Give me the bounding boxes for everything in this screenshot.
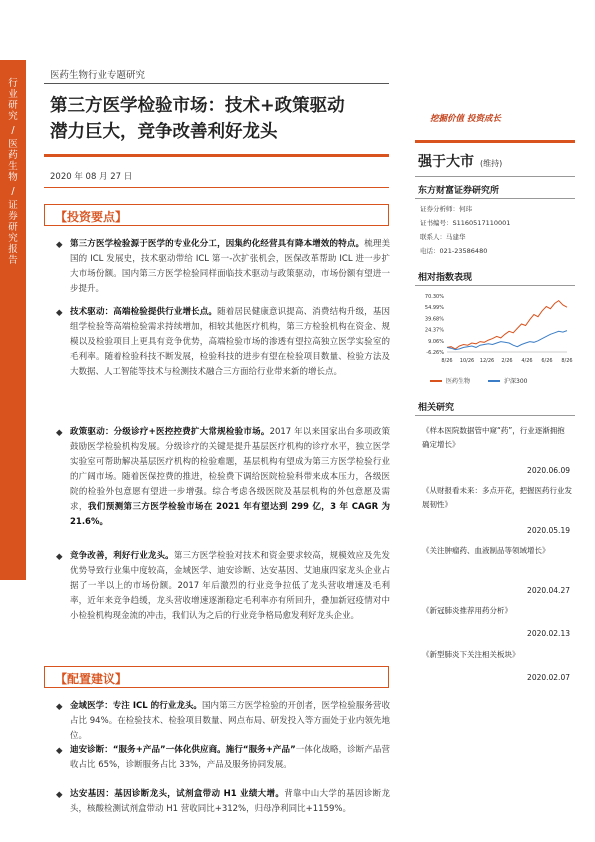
date-divider — [44, 187, 389, 188]
x-tick-label: 10/26 — [459, 358, 475, 364]
para-body: 第三方医学检验对技术和资金要求较高，规模效应及先发优势导致行业集中度较高，金域医学、迪安诊断、达安基因、艾迪康四家龙头企业占据了一半以上的市场份额。2017 年后激烈的行业竞争拉低了龙头营收增速及毛利率，近年来竞争趋缓，龙头营收增速逐渐稳定毛利率亦有所回升，叠加新冠疫情对中小检验机构现金流的冲击，我们认为之后的行业竞争格局愈发利好龙头企业。 — [70, 551, 390, 621]
related-item-title[interactable]: 《从财报看未来：多点开花，把握医药行业发展韧性》 — [422, 486, 572, 509]
para-body: 背靠中山大学的基因诊断龙头，核酸检测试剂盒带动 H1 营收同比+312%，归母净利同比+1159%。 — [70, 789, 390, 814]
bullet-icon: ◆ — [56, 240, 63, 250]
page-title — [50, 93, 390, 145]
phone: 电话：021-23586480 — [420, 247, 488, 255]
related-item-date: 2020.04.27 — [527, 586, 570, 595]
x-tick-label: 4/26 — [521, 358, 533, 364]
x-tick-label: 2/26 — [501, 358, 513, 364]
rating-value: 强于大市 — [418, 154, 474, 170]
rating — [418, 151, 502, 171]
series-line-pharma — [447, 301, 567, 349]
related-divider — [415, 415, 575, 416]
related-title: 相关研究 — [418, 403, 455, 413]
legend-label: 沪深300 — [504, 378, 528, 385]
bullet-icon: ◆ — [56, 308, 63, 318]
sidebar-separator: / — [11, 186, 15, 197]
related-item-date: 2020.02.07 — [527, 673, 570, 682]
para-body: 国内第三方医学检验的开创者，医学检验服务营收占比 94%。在检验技术、检验项目数量、网点布局、研发投入等方面处于业内领先地位。 — [70, 701, 390, 741]
header-divider — [44, 83, 389, 84]
report-date: 2020 年 08 月 27 日 — [50, 172, 133, 182]
para-body: 2017 年以来国家出台多项政策鼓励医学检验机构发展。分级诊疗的关键是提升基层医疗机构的诊疗水平，独立医学实验室可帮助解决基层医疗机构的检验难题，基层机构有望成为第三方医学检验行业的广阔市场。随着医保控费的推进，检验费下调给医院检验科带来成本压力，各级医院的检验外包意愿有望进一步增强。综合考虑各级医院及基层机构的外包意愿及需求， — [70, 427, 390, 512]
section-title: 【配置建议】 — [55, 672, 128, 686]
firm-divider — [415, 198, 575, 199]
report-category: 医药生物行业专题研究 — [50, 70, 146, 81]
x-tick-label: 8/26 — [441, 358, 453, 364]
analyst: 证券分析师：何玮 — [420, 205, 472, 213]
sidebar-separator: / — [11, 125, 15, 136]
y-tick-label: -6.26% — [426, 350, 444, 356]
investment-paragraph — [70, 237, 390, 297]
bullet-icon: ◆ — [56, 702, 63, 712]
para-lead: 第三方医学检验源于医学的专业化分工，因集约化经营具有降本增效的特点。 — [70, 239, 365, 249]
cert-number: 证书编号：S1160517110001 — [420, 219, 511, 227]
y-tick-label: 70.30% — [424, 294, 444, 300]
legend-swatch — [488, 380, 500, 382]
sidebar-item-report: 证券研究报告 — [8, 200, 18, 266]
rating-status: (维持) — [480, 159, 503, 168]
investment-paragraph — [70, 305, 390, 380]
investment-paragraph — [70, 549, 390, 624]
bullet-icon: ◆ — [56, 746, 63, 756]
legend-label: 医药生物 — [446, 378, 471, 385]
bullet-icon: ◆ — [56, 428, 63, 438]
para-lead: 竞争改善，利好行业龙头。 — [70, 551, 174, 561]
related-item-title[interactable]: 《样本医院数据管中窥“药”，行业逐渐拥抱确定增长》 — [422, 426, 565, 449]
allocation-paragraph — [70, 787, 390, 817]
para-lead: 金域医学：专注 ICL 的行业龙头。 — [70, 701, 202, 711]
relative-index-chart — [415, 292, 575, 362]
bullet-icon: ◆ — [56, 552, 63, 562]
para-forecast: 我们预测第三方医学检验市场在 2021 年有望达到 299 亿，3 年 CAGR 为 21.6%。 — [70, 502, 390, 527]
title-line-2: 潜力巨大，竞争改善利好龙头 — [50, 122, 278, 142]
research-firm: 东方财富证券研究所 — [418, 186, 500, 196]
para-body: 一体化战略，诊断产品营收占比 65%，诊断服务占比 33%，产品及服务协同发展。 — [70, 745, 390, 770]
perf-title: 相对指数表现 — [418, 273, 473, 283]
related-item-title[interactable]: 《新冠肺炎推荐用药分析》 — [422, 606, 512, 615]
related-item-date: 2020.06.09 — [527, 466, 570, 475]
section-title: 【投资要点】 — [55, 210, 128, 224]
x-tick-label: 6/26 — [541, 358, 553, 364]
related-item-date: 2020.05.19 — [527, 526, 570, 535]
related-item-date: 2020.02.13 — [527, 629, 570, 638]
para-body: 随着居民健康意识提高、消费结构升级，基因组学检验等高端检验需求持续增加，相较其他医疗机构，第三方检验机构在资金、规模以及检验项目上更具有竞争优势，高端检验市场的渗透有望拉高独立医学实验室的毛利率。随着检验科技不断发展，检验科技的进步有望在检验项目数量、检验方法及大数据、人工智能等技术与检测技术融合三方面给行业带来新的增长点。 — [70, 307, 390, 377]
title-underline — [44, 154, 389, 157]
para-lead: 技术驱动：高端检验提供行业增长点。 — [70, 307, 218, 317]
section-allocation — [44, 666, 389, 688]
allocation-paragraph — [70, 743, 390, 773]
rating-top-line — [415, 140, 575, 143]
title-line-1: 第三方医学检验市场：技术+政策驱动 — [50, 96, 345, 116]
y-tick-label: 24.37% — [424, 327, 444, 334]
legend-swatch — [430, 380, 442, 382]
rating-divider — [415, 176, 575, 177]
para-lead: 政策驱动：分级诊疗+医控控费扩大常规检验市场。 — [70, 427, 270, 437]
contact: 联系人：马建华 — [420, 233, 466, 241]
sidebar-item-sector: 医药生物 — [8, 139, 18, 183]
y-tick-label: 39.68% — [424, 316, 444, 323]
chart-legend — [430, 376, 527, 385]
top-bar — [0, 0, 595, 12]
para-strategy: 施行“服务+产品” — [225, 745, 296, 755]
series-line-hs300 — [447, 331, 567, 350]
allocation-paragraph — [70, 699, 390, 744]
slogan: 挖掘价值 投资成长 — [430, 114, 501, 124]
investment-paragraph — [70, 425, 390, 530]
para-lead: 迪安诊断：“服务+产品”一体化供应商。 — [70, 745, 226, 755]
x-tick-label: 8/26 — [561, 358, 573, 364]
sidebar-item-industry: 行业研究 — [8, 78, 18, 122]
y-tick-label: 9.06% — [428, 338, 444, 345]
bullet-icon: ◆ — [56, 790, 63, 800]
related-item-title[interactable]: 《关注肿瘤药、血液制品等领域增长》 — [422, 546, 550, 555]
perf-divider — [415, 285, 575, 286]
chart-svg — [415, 292, 575, 364]
para-lead: 达安基因：基因诊断龙头，试剂盒带动 H1 业绩大增。 — [70, 789, 285, 799]
para-body: 梳理美国的 ICL 发展史，技术驱动带给 ICL 第一-次扩张机会，医保改革帮助 ICL 进一步扩大市场份额。国内第三方医学检验同样面临技术驱动与政策驱动，市场份额有望进一步提升。 — [70, 239, 390, 294]
x-tick-label: 12/26 — [479, 358, 495, 364]
sidebar-vertical-text — [6, 78, 20, 266]
related-item-title[interactable]: 《新型肺炎下关注相关板块》 — [422, 650, 520, 659]
section-investment-points — [44, 204, 389, 226]
y-tick-label: 54.99% — [424, 305, 444, 312]
